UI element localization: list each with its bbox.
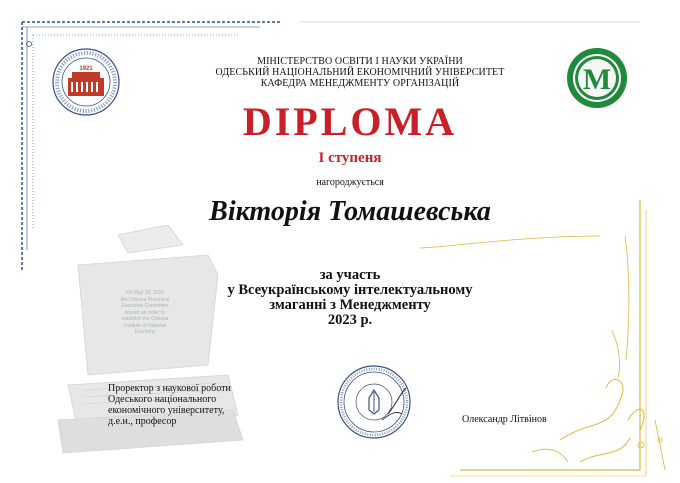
header-line-department: КАФЕДРА МЕНЕДЖМЕНТУ ОРГАНІЗАЦІЙ	[260, 78, 460, 89]
header-line-university: ОДЕСЬКИЙ НАЦІОНАЛЬНИЙ ЕКОНОМІЧНИЙ УНІВЕРСИТЕТ	[215, 67, 505, 78]
institution-header	[170, 56, 550, 89]
recipient-name: Вікторія Томашевська	[209, 196, 491, 227]
diploma-title: DIPLOMA	[242, 99, 458, 144]
awarded-label: нагороджується	[316, 177, 384, 188]
signer-name: Олександр Літвінов	[462, 414, 547, 425]
right-logo-letter: М	[582, 63, 612, 96]
signer-position: Проректор з наукової роботи Одеського національного економічного університету, д.е.н., професор	[108, 383, 231, 427]
university-seal	[52, 48, 120, 116]
header-line-ministry: МІНІСТЕРСТВО ОСВІТИ І НАУКИ УКРАЇНИ	[257, 56, 463, 67]
right-logo	[566, 47, 628, 109]
award-description: за участь у Всеукраїнському інтелектуальному змаганні з Менеджменту 2023 р.	[227, 267, 473, 328]
background-history-text: On May 16, 1921 the Odessa Provincial Executive Committee issued an order to establish the Odessa Institute of National Economy	[120, 290, 170, 335]
degree-label: І ступеня	[318, 150, 382, 166]
seal-year: 1921	[79, 66, 93, 72]
official-stamp	[336, 364, 412, 440]
